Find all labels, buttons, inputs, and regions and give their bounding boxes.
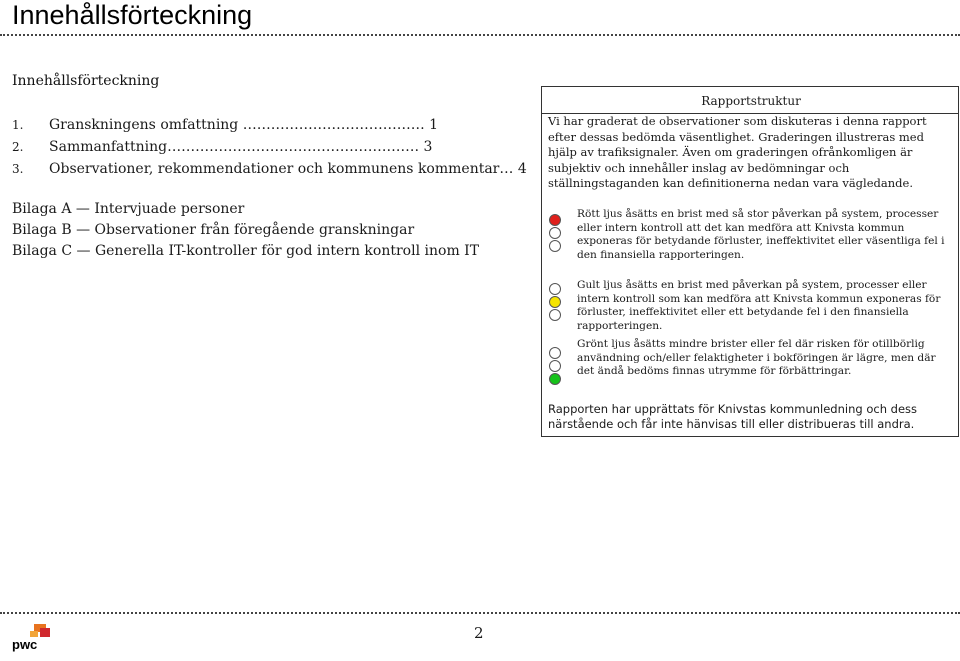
off-lamp-icon: [549, 360, 561, 372]
toc-entry-number: 1.: [12, 118, 24, 132]
toc-entry-number: 3.: [12, 162, 24, 176]
traffic-light-green-icon: [549, 347, 561, 386]
appendix-item[interactable]: Bilaga B — Observationer från föregående granskningar: [12, 222, 415, 238]
toc-entry-number: 2.: [12, 140, 24, 154]
title-divider: [0, 34, 960, 36]
report-structure-intro: Vi har graderat de observationer som diskuteras i denna rapport efter dessas bedömda väsentlighet. Graderingen illustreras med hjälp av trafiksignaler. Även om graderingen ofrånkomligen är subjektiv och innehåller inslag av bedömningar och ställningstaganden kan definitionerna nedan vara vägledande.: [548, 114, 927, 190]
page-title: Innehållsförteckning: [12, 0, 253, 30]
pwc-logo-text: pwc: [12, 637, 38, 652]
toc-heading: Innehållsförteckning: [12, 73, 160, 89]
footer-divider: [0, 612, 960, 614]
appendix-item[interactable]: Bilaga A — Intervjuade personer: [12, 201, 245, 217]
appendix-item[interactable]: Bilaga C — Generella IT-kontroller för god intern kontroll inom IT: [12, 243, 480, 259]
yellow-lamp-icon: [549, 296, 561, 308]
yellow-level-description: Gult ljus åsätts en brist med påverkan på system, processer eller intern kontroll som kan medföra att Knivsta kommun exponeras för förluster, ineffektivitet eller ett betydande fel i den finansiella rapporteringen.: [577, 279, 941, 333]
toc-entry[interactable]: [12, 138, 490, 160]
red-lamp-icon: [549, 214, 561, 226]
red-level-description: Rött ljus åsätts en brist med så stor påverkan på system, processer eller intern kontroll att det kan medföra att Knivsta kommun exponeras för betydande förluster, ineffektivitet eller väsentliga fel i den finansiella rapporteringen.: [577, 208, 945, 262]
report-structure-title: Rapportstruktur: [701, 94, 801, 108]
pwc-logo: [12, 622, 56, 658]
off-lamp-icon: [549, 227, 561, 239]
off-lamp-icon: [549, 283, 561, 295]
toc-entry-text: Granskningens omfattning ………………………………… 1: [49, 117, 439, 133]
green-lamp-icon: [549, 373, 561, 385]
toc-entry-text: Observationer, rekommendationer och kommunens kommentar… 4: [49, 161, 527, 177]
traffic-light-red-icon: [549, 214, 561, 253]
page-number: 2: [474, 624, 484, 642]
traffic-light-yellow-icon: [549, 283, 561, 322]
appendix-list: [12, 200, 479, 263]
green-level-description: Grönt ljus åsätts mindre brister eller fel där risken för otillbörlig användning och/eller felaktigheter i bokföringen är lägre, men där det ändå bedöms finnas utrymme för förbättringar.: [577, 338, 936, 378]
toc-list: [12, 116, 527, 182]
toc-entry[interactable]: [12, 160, 527, 182]
off-lamp-icon: [549, 347, 561, 359]
distribution-notice: Rapporten har upprättats för Knivstas kommunledning och dess närstående och får inte hänvisas till eller distribueras till andra.: [548, 402, 917, 431]
report-structure-box: [541, 86, 959, 437]
toc-entry[interactable]: [12, 116, 490, 138]
toc-entry-text: Sammanfattning……………………………………………… 3: [49, 139, 433, 155]
off-lamp-icon: [549, 309, 561, 321]
off-lamp-icon: [549, 240, 561, 252]
